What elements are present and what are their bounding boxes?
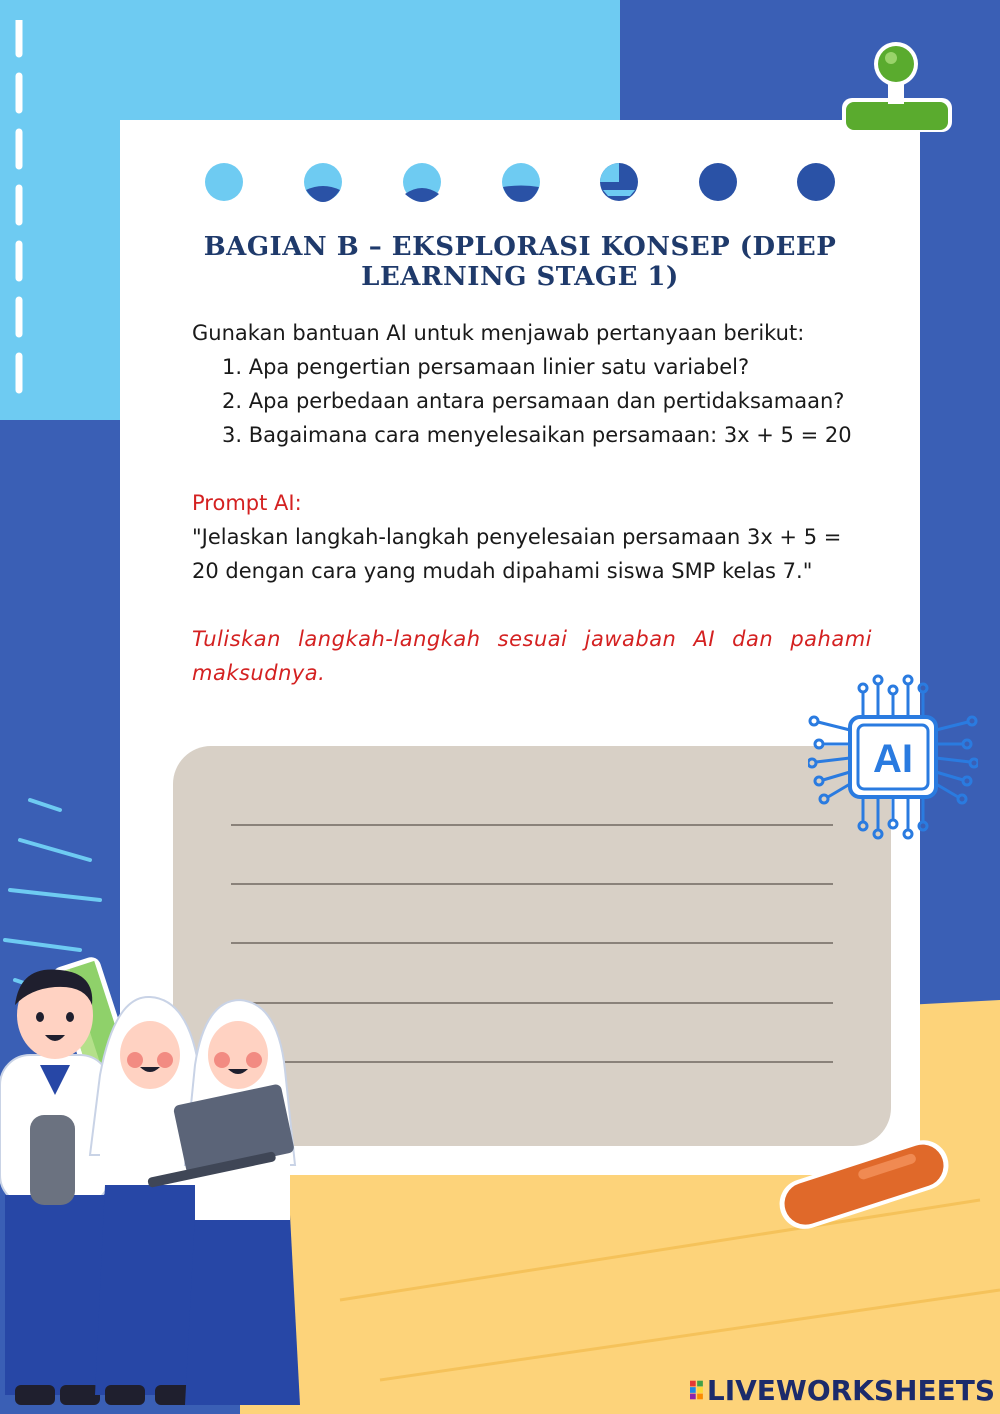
intro-text: Gunakan bantuan AI untuk menjawab pertanyaan berikut: [192,321,805,345]
answer-line[interactable] [231,824,833,826]
pin-decoration [840,40,955,135]
question-item: 1. Apa pengertian persamaan linier satu variabel? [222,355,750,379]
progress-dots-decoration [200,160,840,210]
instruction-text: Tuliskan langkah-langkah sesuai jawaban AI dan pahami maksudnya. [192,627,872,685]
section-title: BAGIAN B – EKSPLORASI KONSEP (DEEP LEARNING STAGE 1) [203,232,837,292]
ai-badge-text: AI [873,737,913,781]
brand-name: LIVEWORKSHEETS [706,1373,995,1407]
brand-icon [690,1377,703,1403]
students-illustration [0,955,330,1414]
question-item: 2. Apa perbedaan antara persamaan dan pertidaksamaan? [222,389,845,413]
question-list [192,350,902,452]
eraser-illustration [770,1130,955,1230]
answer-line[interactable] [231,942,833,944]
brand-logo [690,1370,995,1410]
prompt-label: Prompt AI: [192,491,302,515]
dashed-line-decoration [10,20,28,400]
ai-chip-icon [808,672,978,842]
question-item: 3. Bagaimana cara menyelesaikan persamaan: 3x + 5 = 20 [222,423,852,447]
answer-line[interactable] [231,883,833,885]
prompt-text: "Jelaskan langkah-langkah penyelesaian persamaan 3x + 5 = 20 dengan cara yang mudah dipahami siswa SMP kelas 7." [192,525,842,583]
